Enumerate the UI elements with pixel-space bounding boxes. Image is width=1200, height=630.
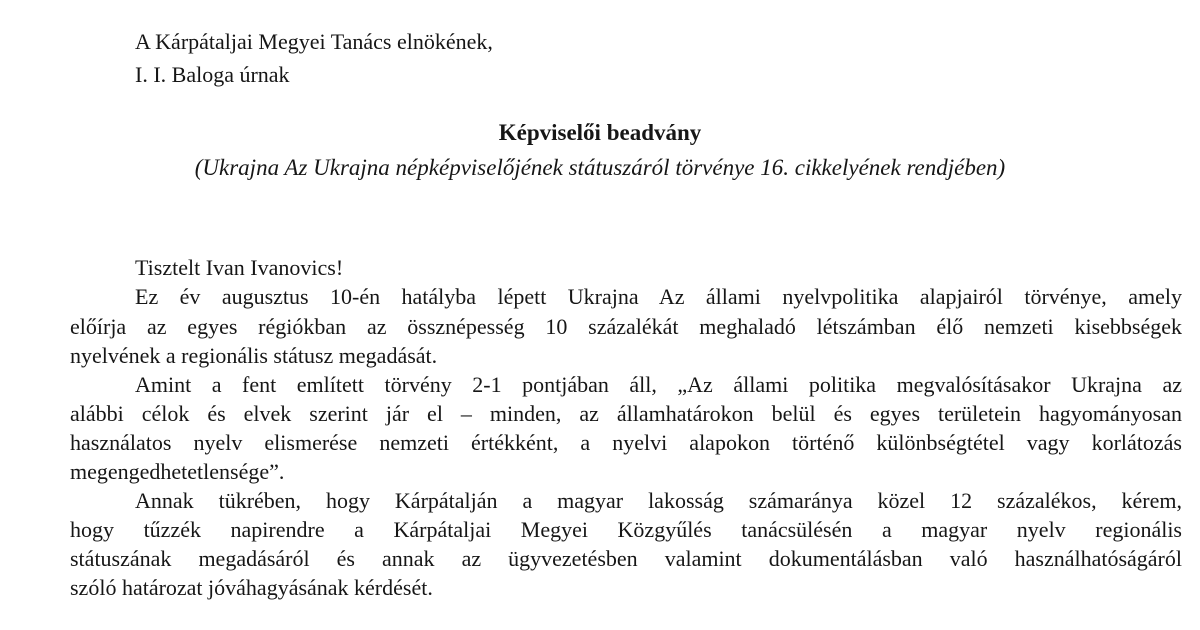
salutation: Tisztelt Ivan Ivanovics! — [135, 255, 344, 280]
paragraph-3-line-3: státuszának megadásáról és annak az ügyvezetésben valamint dokumentálásban való használhatóságáról — [70, 546, 1182, 571]
paragraph-1-line-2: előírja az egyes régiókban az össznépesség 10 százalékát meghaladó létszámban élő nemzeti kisebbségek — [70, 314, 1182, 339]
document-title: Képviselői beadvány — [498, 120, 702, 145]
paragraph-2-line-4: megengedhetetlensége”. — [70, 459, 285, 484]
paragraph-3-line-2: hogy tűzzék napirendre a Kárpátaljai Megyei Közgyűlés tanácsülésén a magyar nyelv regionális — [70, 517, 1182, 542]
paragraph-3-line-1: Annak tükrében, hogy Kárpátalján a magyar lakosság számaránya közel 12 százalékos, kérem, — [135, 488, 1182, 513]
paragraph-1-line-1: Ez év augusztus 10-én hatályba lépett Ukrajna Az állami nyelvpolitika alapjairól törvénye, amely — [135, 284, 1182, 309]
paragraph-2-line-2: alábbi célok és elvek szerint jár el – minden, az államhatárokon belül és egyes területein hagyományosan — [70, 401, 1182, 426]
paragraph-2-line-1: Amint a fent említett törvény 2-1 pontjában áll, „Az állami politika megvalósításakor Ukrajna az — [135, 372, 1182, 397]
paragraph-1-line-3: nyelvének a regionális státusz megadását. — [70, 343, 438, 368]
paragraph-3-line-4: szóló határozat jóváhagyásának kérdését. — [70, 575, 433, 600]
addressee-line-2: I. I. Baloga úrnak — [135, 62, 290, 87]
addressee-line-1: A Kárpátaljai Megyei Tanács elnökének, — [135, 29, 493, 54]
document-subtitle: (Ukrajna Az Ukrajna népképviselőjének státuszáról törvénye 16. cikkelyének rendjében) — [194, 155, 1006, 180]
paragraph-2-line-3: használatos nyelv elismerése nemzeti értékként, a nyelvi alapokon történő különbségtétel vagy korlátozás — [70, 430, 1182, 455]
